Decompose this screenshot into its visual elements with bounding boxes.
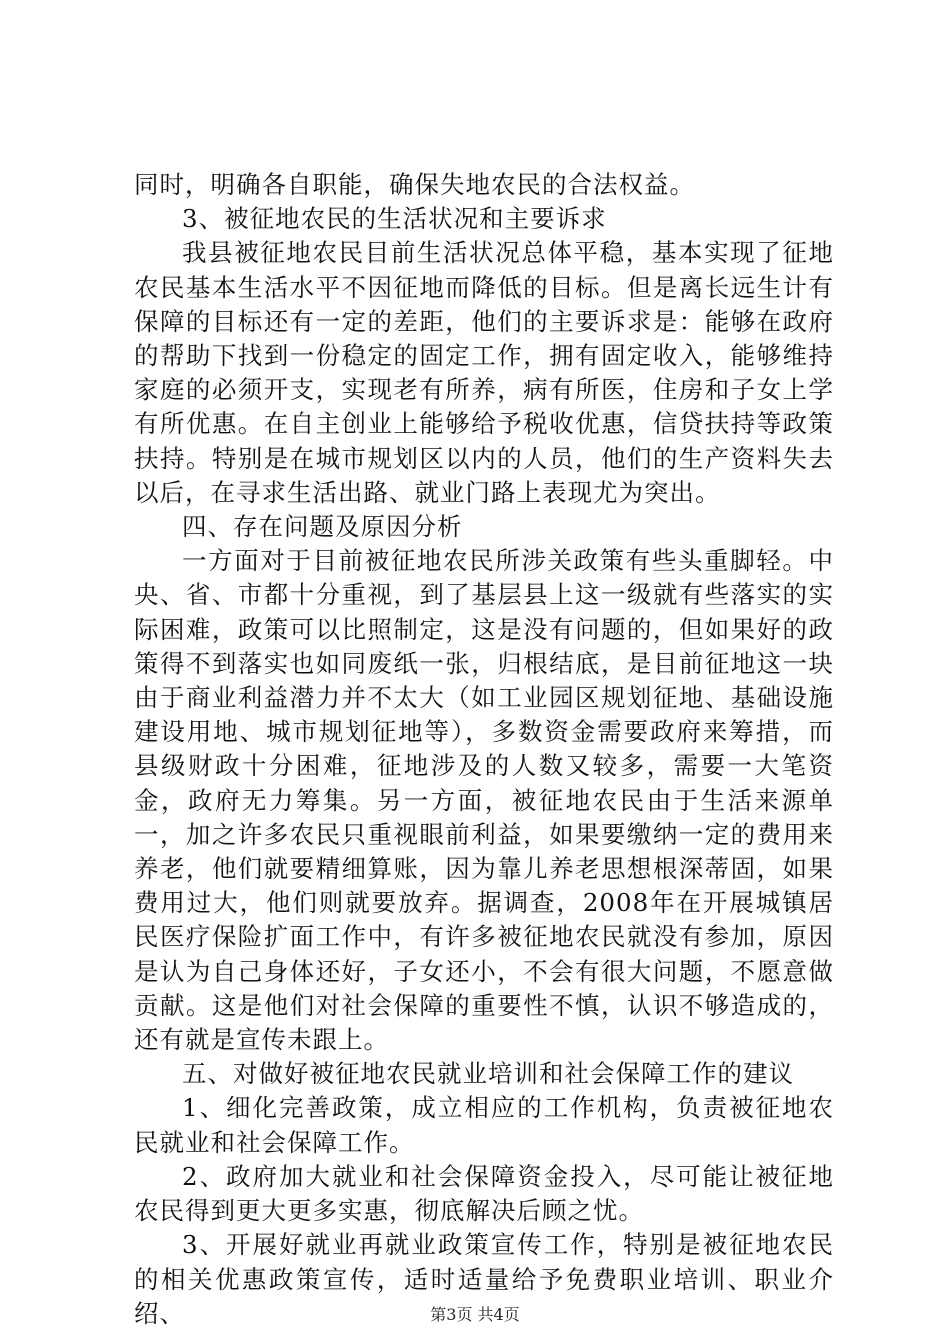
document-body — [134, 168, 834, 1331]
section-heading-problems: 四、存在问题及原因分析 — [182, 512, 463, 542]
paragraph-problems: 一方面对于目前被征地农民所涉关政策有些头重脚轻。中央、省、市都十分重视，到了基层县上这一级就有些落实的实际困难，政策可以比照制定，这是没有问题的，但如果好的政策得不到落实也如同废纸一张，归根结底，是目前征地这一块由于商业利益潜力并不太大（如工业园区规划征地、基础设施建设用地、城市规划征地等），多数资金需要政府来筹措，而县级财政十分困难，征地涉及的人数又较多，需要一大笔资金，政府无力筹集。另一方面，被征地农民由于生活来源单一，加之许多农民只重视眼前利益，如果要缴纳一定的费用来养老，他们就要精细算账，因为靠儿养老思想根深蒂固，如果费用过大，他们则就要放弃。据调查，2008年在开展城镇居民医疗保险扩面工作中，有许多被征地农民就没有参加，原因是认为自己身体还好，子女还小，不会有很大问题，不愿意做贡献。这是他们对社会保障的重要性不慎，认识不够造成的，还有就是宣传未跟上。 — [134, 546, 834, 1055]
paragraph-living-conditions: 我县被征地农民目前生活状况总体平稳，基本实现了征地农民基本生活水平不因征地而降低的目标。但是离长远生计有保障的目标还有一定的差距，他们的主要诉求是：能够在政府的帮助下找到一份稳定的固定工作，拥有固定收入，能够维持家庭的必须开支，实现老有所养，病有所医，住房和子女上学有所优惠。在自主创业上能够给予税收优惠，信贷扶持等政策扶持。特别是在城市规划区以内的人员，他们的生产资料失去以后，在寻求生活出路、就业门路上表现尤为突出。 — [134, 238, 834, 507]
page-number-footer: 第3页 共4页 — [430, 1305, 520, 1324]
paragraph-suggestion-3: 3、开展好就业再就业政策宣传工作，特别是被征地农民的相关优惠政策宣传，适时适量给予免费职业培训、职业介绍、 — [134, 1230, 834, 1328]
paragraph-suggestion-2: 2、政府加大就业和社会保障资金投入，尽可能让被征地农民得到更大更多实惠，彻底解决后顾之忧。 — [134, 1161, 834, 1226]
section-heading-living-conditions: 3、被征地农民的生活状况和主要诉求 — [182, 204, 607, 234]
paragraph-continuation: 同时，明确各自职能，确保失地农民的合法权益。 — [134, 170, 695, 199]
paragraph-suggestion-1: 1、细化完善政策，成立相应的工作机构，负责被征地农民就业和社会保障工作。 — [134, 1093, 834, 1157]
section-heading-suggestions: 五、对做好被征地农民就业培训和社会保障工作的建议 — [182, 1059, 794, 1089]
